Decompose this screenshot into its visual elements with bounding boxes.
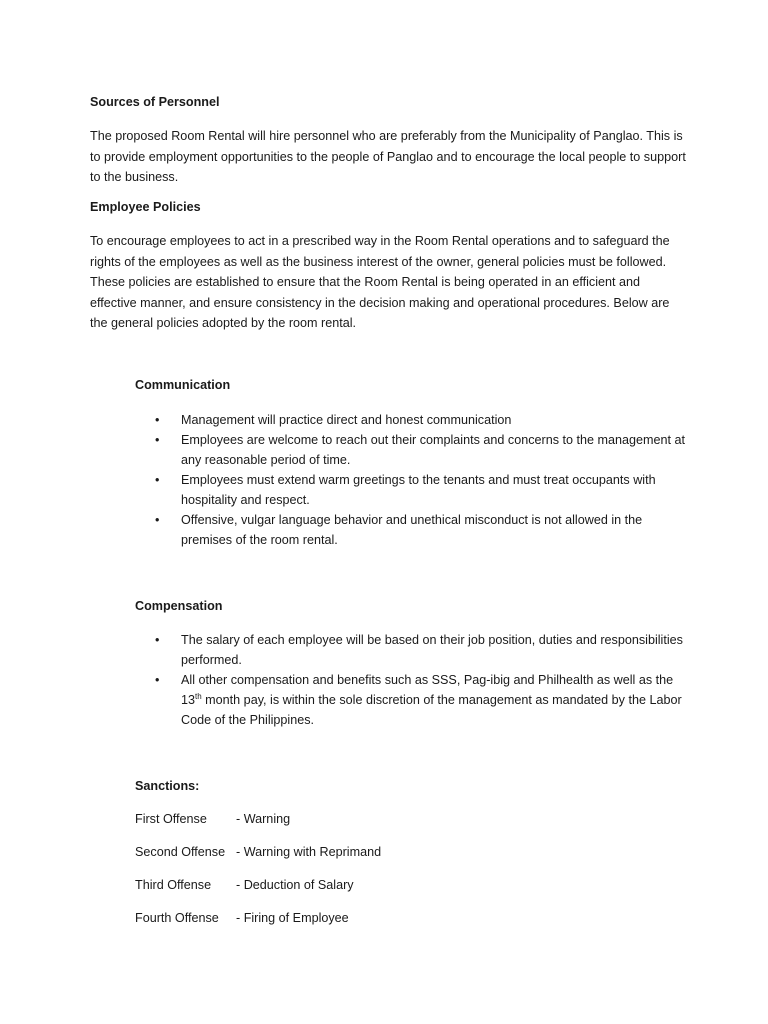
bullet-icon: • <box>155 513 160 527</box>
policies-heading: Employee Policies <box>90 200 201 214</box>
communication-heading: Communication <box>135 378 231 392</box>
sources-paragraph: The proposed Room Rental will hire personnel who are preferably from the Municipality of Panglao. This is to provide employment opportunities to the people of Panglao and to encourage the local people to support to the business. <box>90 129 686 184</box>
sanction-row <box>135 875 535 895</box>
offense-label: Second Offense <box>135 845 226 859</box>
policies-paragraph: To encourage employees to act in a prescribed way in the Room Rental operations and to safeguard the rights of the employees as well as the business interest of the owner, general policies must be followed. These policies are established to ensure that the Room Rental is being operated in an efficient and effective manner, and ensure consistency in the decision making and operational procedures. Below are the general policies adopted by the room rental. <box>90 234 670 330</box>
offense-label: First Offense <box>135 812 207 826</box>
bullet-icon: • <box>155 473 160 487</box>
penalty-value: - Firing of Employee <box>236 911 349 925</box>
penalty-value: - Warning <box>236 812 291 826</box>
penalty-value: - Deduction of Salary <box>236 878 354 892</box>
bullet-icon: • <box>155 673 160 687</box>
list-item: • Employees are welcome to reach out their complaints and concerns to the management at any reasonable period of time. <box>135 430 695 470</box>
offense-label: Fourth Offense <box>135 911 219 925</box>
sanction-row <box>135 842 535 862</box>
bullet-icon: • <box>155 413 160 427</box>
list-item: • Employees must extend warm greetings to the tenants and must treat occupants with hospitality and respect. <box>135 470 695 510</box>
compensation-list <box>135 630 695 730</box>
sanction-row <box>135 809 535 829</box>
list-item: • Offensive, vulgar language behavior and unethical misconduct is not allowed in the premises of the room rental. <box>135 510 695 550</box>
communication-list <box>135 410 695 550</box>
compensation-heading: Compensation <box>135 599 223 613</box>
sanctions-heading: Sanctions: <box>135 779 200 793</box>
list-item: • The salary of each employee will be based on their job position, duties and responsibilities performed. <box>135 630 695 670</box>
sanction-row <box>135 908 535 928</box>
list-item: • All other compensation and benefits such as SSS, Pag-ibig and Philhealth as well as the 13th month pay, is within the sole discretion of the management as mandated by the Labor Code of the Philippines. <box>135 670 695 730</box>
offense-label: Third Offense <box>135 878 212 892</box>
penalty-value: - Warning with Reprimand <box>236 845 382 859</box>
sources-heading: Sources of Personnel <box>90 95 220 109</box>
bullet-icon: • <box>155 433 160 447</box>
list-item: • Management will practice direct and honest communication <box>135 410 695 430</box>
bullet-icon: • <box>155 633 160 647</box>
